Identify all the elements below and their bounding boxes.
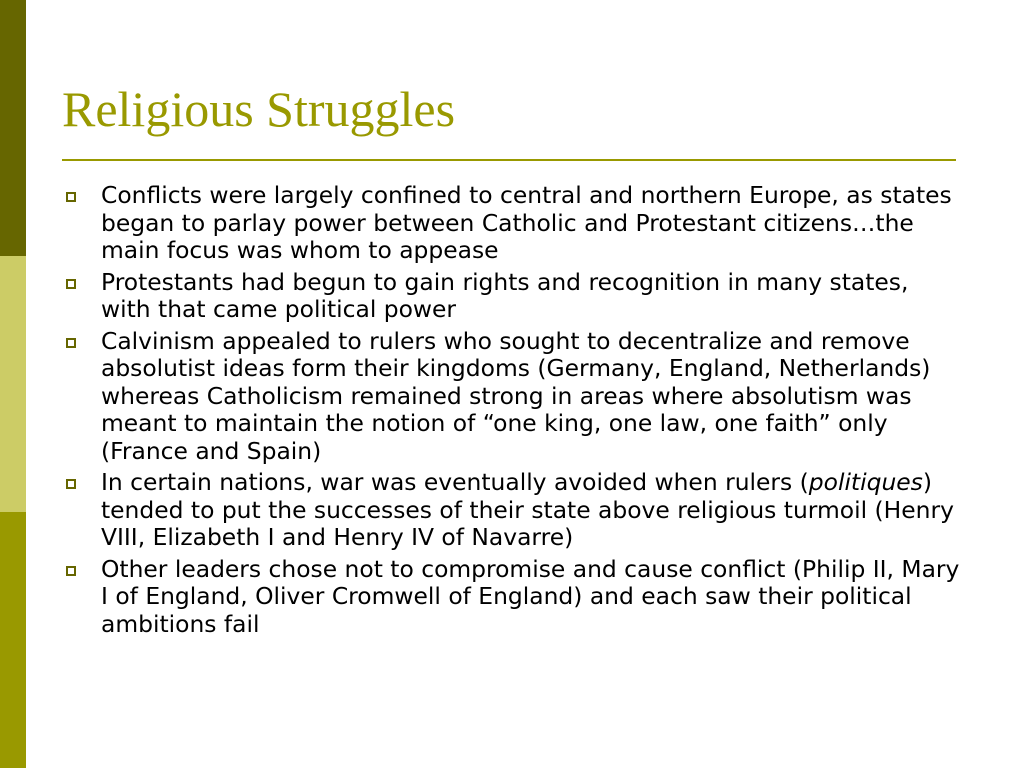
hollow-square-icon — [66, 479, 76, 489]
side-bar-dark — [0, 0, 26, 256]
bullet-item — [62, 556, 962, 639]
hollow-square-icon — [66, 338, 76, 348]
bullet-list — [62, 182, 962, 642]
bullet-text — [101, 268, 908, 324]
bullet-text-run: In certain nations, war was eventually avoided when rulers ( — [101, 468, 809, 496]
bullet-text-italic: politiques — [808, 468, 923, 496]
bullet-text-run: Other leaders chose not to compromise and cause conflict (Philip II, Mary I of England, Oliver Cromwell of England) and each saw their political ambitions fail — [101, 554, 960, 638]
slide-title: Religious Struggles — [62, 81, 456, 137]
bullet-item — [62, 328, 962, 466]
bullet-text — [101, 555, 959, 638]
title-underline — [62, 159, 956, 161]
bullet-item — [62, 269, 962, 324]
bullet-text-run: Conflicts were largely confined to central and northern Europe, as states began to parlay power between Catholic and Protestant citizens…the main focus was whom to appease — [101, 181, 952, 264]
bullet-text-run: Calvinism appealed to rulers who sought to decentralize and remove absolutist ideas form their kingdoms (Germany, England, Netherlands) whereas Catholicism remained strong in areas where absolutism was meant to maintain the notion of “one king, one law, one faith” only (France and Spain) — [101, 326, 931, 465]
bullet-text — [101, 468, 954, 551]
hollow-square-icon — [66, 279, 76, 289]
hollow-square-icon — [66, 192, 76, 202]
bullet-text — [101, 181, 952, 264]
bullet-text-run: Protestants had begun to gain rights and recognition in many states, with that came political power — [101, 267, 909, 323]
bullet-text-run: ) tended to put the successes of their state above religious turmoil (Henry VIII, Elizabeth I and Henry IV of Navarre) — [101, 468, 954, 551]
side-bar-light — [0, 256, 26, 512]
bullet-text — [101, 327, 930, 465]
bullet-item — [62, 469, 962, 552]
side-bar-olive — [0, 512, 26, 768]
bullet-item — [62, 182, 962, 265]
hollow-square-icon — [66, 566, 76, 576]
